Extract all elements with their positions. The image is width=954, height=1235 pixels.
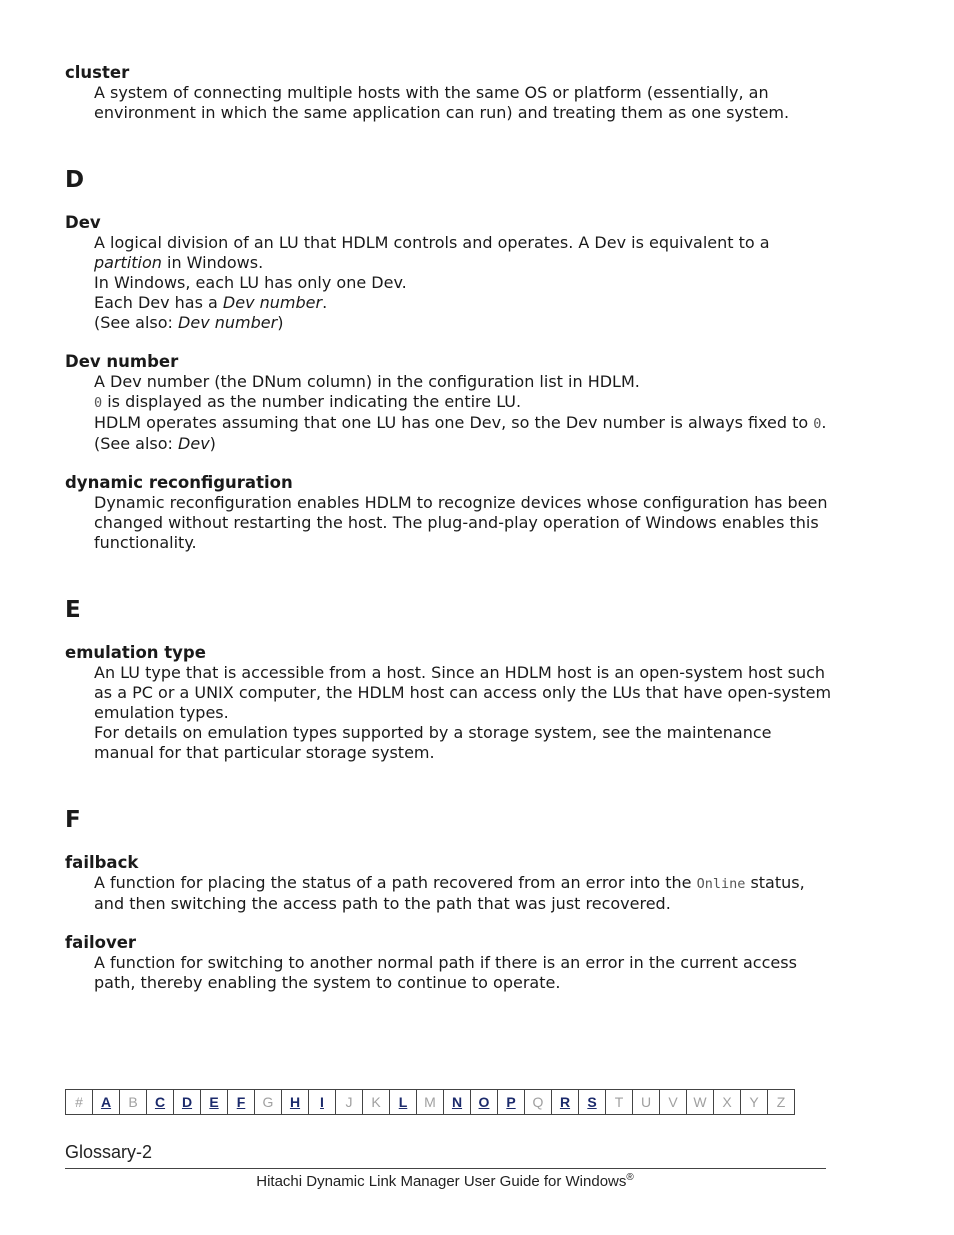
definition-failover (94, 953, 835, 993)
term-dev: Dev (65, 213, 101, 232)
definition-text (94, 873, 835, 914)
index-link-p[interactable]: P (498, 1090, 525, 1115)
text: A function for placing the status of a path recovered from an error into the (94, 873, 697, 892)
index-link-s[interactable]: S (579, 1090, 606, 1115)
index-link-r[interactable]: R (552, 1090, 579, 1115)
text: status, and then switching the access path to the path that was just recovered. (94, 873, 805, 913)
index-link-d[interactable]: D (174, 1090, 201, 1115)
text: HDLM operates assuming that one LU has one Dev, so the Dev number is always fixed to (94, 413, 814, 432)
index-link-i[interactable]: I (309, 1090, 336, 1115)
definition-text: A system of connecting multiple hosts with the same OS or platform (essentially, an environment in which the same application can run) and treating them as one system. (94, 83, 790, 122)
text: Each Dev has a (94, 293, 223, 312)
see-also-link[interactable]: Dev number (178, 313, 278, 332)
index-t: T (606, 1090, 633, 1115)
text: is displayed as the number indicating the entire LU. (102, 392, 522, 411)
index-link-c[interactable]: C (147, 1090, 174, 1115)
definition-emulation-type (94, 663, 835, 763)
text: ) (277, 313, 284, 332)
page-number: Glossary-2 (65, 1142, 153, 1162)
footer-title (0, 1172, 890, 1190)
text: (See also: (94, 313, 179, 332)
text: A logical division of an LU that HDLM controls and operates. A Dev is equivalent to a (94, 233, 770, 252)
see-also-link[interactable]: Dev (178, 434, 210, 453)
text: . (821, 413, 827, 432)
index-v: V (660, 1090, 687, 1115)
definition-text: For details on emulation types supported by a storage system, see the maintenance manual for that particular storage system. (94, 723, 772, 762)
term-cluster: cluster (65, 63, 130, 82)
entry-cluster (65, 63, 835, 123)
entry-failover (65, 933, 835, 993)
definition-text: Dynamic reconfiguration enables HDLM to recognize devices whose configuration has been changed without restarting the host. The plug-and-play operation of Windows enables this functionality. (94, 493, 828, 552)
definition-line: A Dev number (the DNum column) in the configuration list in HDLM. (94, 372, 640, 391)
code-value: 0 (813, 416, 822, 432)
index-m: M (417, 1090, 444, 1115)
definition-line (94, 413, 835, 434)
index-z: Z (768, 1090, 795, 1115)
alphabet-index-nav (65, 1089, 795, 1115)
text: (See also: (94, 434, 179, 453)
index-link-h[interactable]: H (282, 1090, 309, 1115)
definition-line (94, 293, 835, 313)
index-link-l[interactable]: L (390, 1090, 417, 1115)
entry-dynamic-reconfiguration (65, 473, 835, 553)
term-dev-number: Dev number (65, 352, 179, 371)
footer-divider (65, 1168, 826, 1169)
index-w: W (687, 1090, 714, 1115)
entry-dev (65, 213, 835, 333)
italic-term: partition (94, 253, 162, 272)
entry-failback (65, 853, 835, 914)
index-link-a[interactable]: A (93, 1090, 120, 1115)
definition-dynamic-reconfiguration (94, 493, 835, 553)
definition-cluster (94, 83, 835, 123)
definition-line: In Windows, each LU has only one Dev. (94, 273, 407, 292)
see-also (94, 434, 835, 454)
section-letter-e: E (65, 597, 81, 623)
footer-title-text: Hitachi Dynamic Link Manager User Guide for Windows (256, 1173, 627, 1190)
index-y: Y (741, 1090, 768, 1115)
term-dynamic-reconfiguration: dynamic reconfiguration (65, 473, 293, 492)
index-link-o[interactable]: O (471, 1090, 498, 1115)
index-link-e[interactable]: E (201, 1090, 228, 1115)
entry-emulation-type (65, 643, 835, 763)
definition-line (94, 392, 835, 413)
see-also (94, 313, 835, 333)
text: ) (209, 434, 216, 453)
index-b: B (120, 1090, 147, 1115)
term-emulation-type: emulation type (65, 643, 206, 662)
index-u: U (633, 1090, 660, 1115)
glossary-body (65, 63, 835, 1012)
index-g: G (255, 1090, 282, 1115)
definition-dev-number (94, 372, 835, 454)
code-value: Online (696, 876, 746, 892)
code-value: 0 (94, 395, 103, 411)
definition-line (94, 233, 835, 273)
index-hash: # (66, 1090, 93, 1115)
definition-failback (94, 873, 835, 914)
section-letter-f: F (65, 807, 81, 833)
definition-text: An LU type that is accessible from a host. Since an HDLM host is an open-system host such as a PC or a UNIX computer, the HDLM host can access only the LUs that have open-system emulation types. (94, 663, 832, 722)
index-j: J (336, 1090, 363, 1115)
section-letter-d: D (65, 167, 85, 193)
italic-term: Dev number (222, 293, 323, 312)
index-x: X (714, 1090, 741, 1115)
text: in Windows. (161, 253, 264, 272)
term-failback: failback (65, 853, 139, 872)
definition-text: A function for switching to another normal path if there is an error in the current access path, thereby enabling the system to continue to operate. (94, 953, 797, 992)
term-failover: failover (65, 933, 137, 952)
index-q: Q (525, 1090, 552, 1115)
definition-dev (94, 233, 835, 333)
registered-mark: ® (626, 1172, 634, 1183)
entry-dev-number (65, 352, 835, 454)
index-link-f[interactable]: F (228, 1090, 255, 1115)
text: . (322, 293, 328, 312)
index-link-n[interactable]: N (444, 1090, 471, 1115)
index-k: K (363, 1090, 390, 1115)
